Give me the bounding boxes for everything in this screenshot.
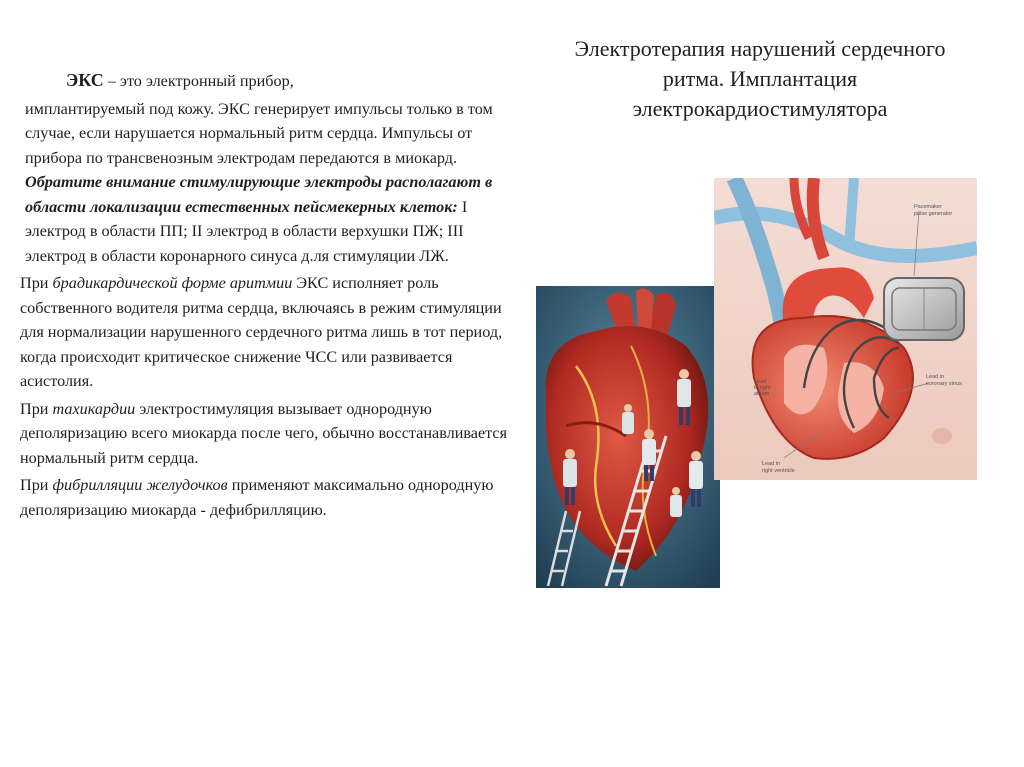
- tachy-post: электростимуляция вызывает однородную деполяризацию всего миокарда после чего, обычно восстанавливается нормальный ритм сердца.: [20, 399, 508, 467]
- paragraph-fibrillation: [20, 473, 520, 522]
- brady-post: ЭКС исполняет роль собственного водителя ритма сердца, включаясь в режим стимуляции для нормализации нарушенного сердечного ритма лишь в тот период, когда происходит критическое снижение ЧСС или развивается асистолия.: [20, 274, 503, 390]
- paragraph-tachycardia: [20, 397, 520, 471]
- paragraph-intro: [20, 97, 520, 269]
- intro-emphasis: Обратите внимание стимулирующие электроды располагают в области локализации естественных пейсмекерных клеток:: [25, 173, 493, 216]
- brady-pre: При: [20, 274, 53, 292]
- intro-text-a: имплантируемый под кожу. ЭКС генерирует импульсы только в том случае, если нарушается нормальный ритм сердца. Импульсы от прибора по трансвенозным электродам передаются в миокард.: [25, 99, 493, 167]
- slide-title: Электротерапия нарушений сердечного ритма. Имплантация электрокардиостимулятора: [574, 36, 946, 121]
- fib-post: применяют максимально однородную деполяризацию миокарда - дефибрилляцию.: [20, 476, 494, 519]
- label-pacemaker: Pacemaker: [914, 204, 942, 210]
- pacemaker-anatomy-illustration: [714, 178, 977, 480]
- label-lead-atrium-3: atrium: [754, 391, 770, 397]
- label-lead-sinus-1: Lead in: [926, 374, 945, 380]
- tachy-term: тахикардии: [52, 399, 136, 418]
- label-lead-atrium-2: in right: [754, 385, 771, 391]
- fib-term: фибрилляции желудочков: [52, 476, 228, 494]
- definition-line: [20, 68, 520, 94]
- definition-rest: – это электронный прибор,: [103, 72, 294, 90]
- fib-pre: При: [20, 476, 53, 494]
- label-lead-ventricle-1: Lead in: [762, 461, 781, 467]
- label-pulse-generator: pulse generator: [914, 211, 953, 217]
- intro-text-b: I электрод в области ПП; II электрод в области верхушки ПЖ; III электрод в области коронарного синуса д.ля стимуляции ЛЖ.: [25, 197, 468, 265]
- tachy-pre: При: [20, 399, 53, 418]
- definition-term: ЭКС: [66, 70, 104, 90]
- slide-body: [20, 68, 520, 525]
- paragraph-bradycardia: [20, 271, 520, 394]
- heart-workers-illustration: [536, 286, 720, 588]
- label-lead-ventricle-2: right ventricle: [762, 468, 795, 474]
- label-lead-sinus-2: coronary sinus: [926, 381, 962, 387]
- label-lead-atrium-1: Lead: [754, 379, 767, 385]
- brady-term: брадикардической форме аритмии: [52, 274, 293, 292]
